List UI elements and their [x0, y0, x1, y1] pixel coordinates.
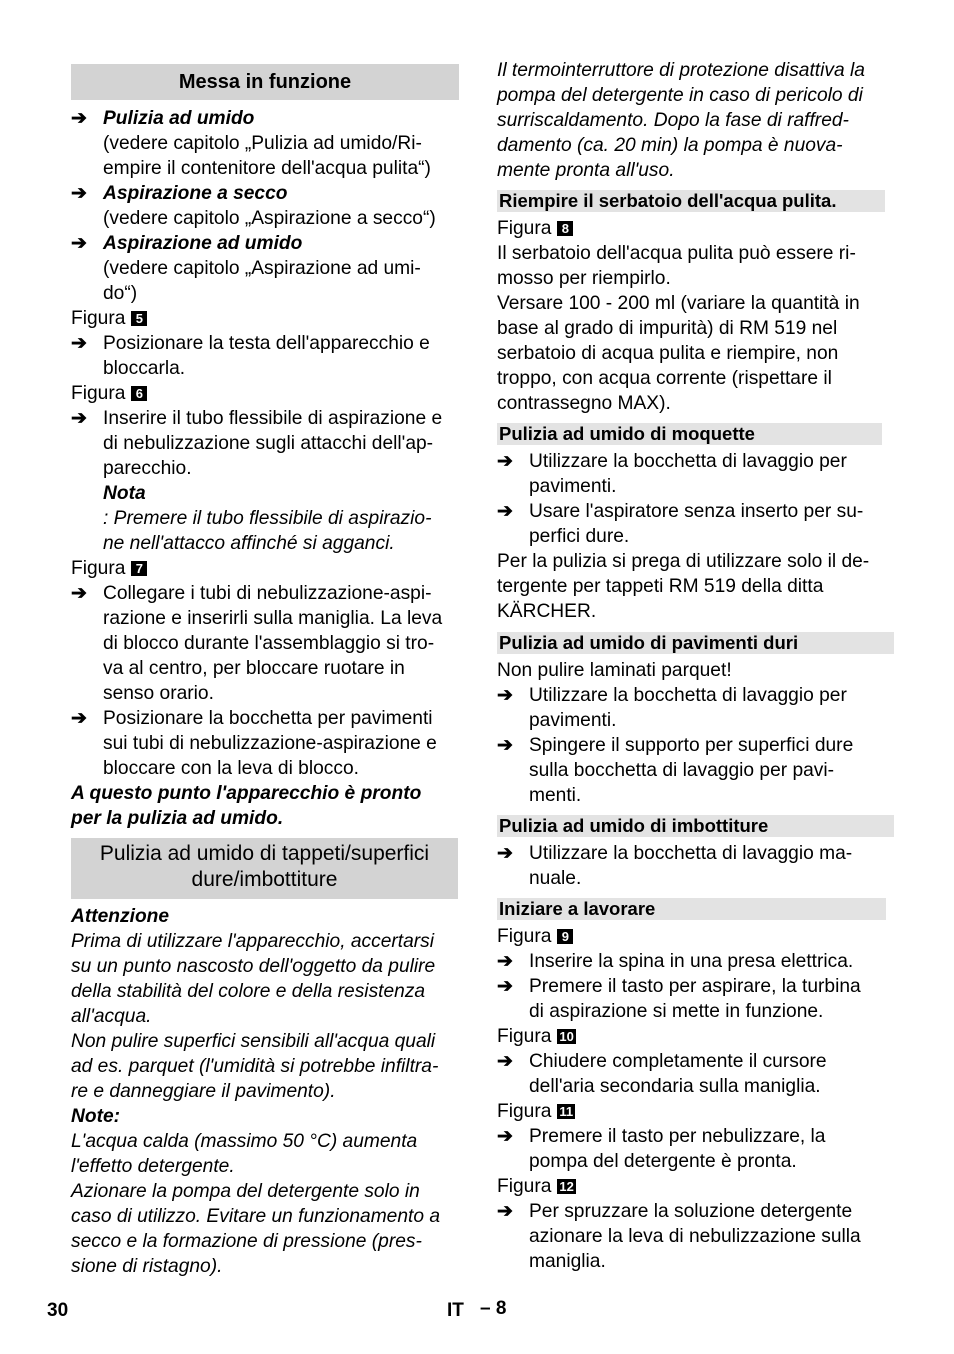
figure-reference	[497, 1024, 576, 1049]
figure-label: Figura	[497, 1026, 552, 1047]
step-line: sui tubi di nebulizzazione-aspirazione e	[103, 733, 437, 754]
note-line: caso di utilizzo. Evitare un funzionamento a	[71, 1206, 441, 1227]
figure-label: Figura	[497, 1176, 552, 1197]
serbatoio-line: base al grado di impurità) di RM 519 nel	[497, 318, 838, 339]
heading-riempire-serbatoio: Riempire il serbatoio dell'acqua pulita.	[497, 190, 885, 212]
arrow-right-icon: ➔	[497, 976, 513, 997]
figure-number-badge: 6	[131, 386, 147, 401]
step-line: Premere il tasto per aspirare, la turbina	[529, 976, 861, 997]
step-line: bloccare con la leva di blocco.	[103, 758, 359, 779]
step-line: nuale.	[529, 868, 582, 889]
arrow-right-icon: ➔	[497, 501, 513, 522]
step-line: pavimenti.	[529, 476, 617, 497]
heading-imbottiture: Pulizia ad umido di imbottiture	[497, 815, 894, 837]
figure-number-badge: 10	[559, 1029, 574, 1044]
arrow-right-icon: ➔	[497, 951, 513, 972]
step-line: Posizionare la testa dell'apparecchio e	[103, 333, 430, 354]
thermo-line: damento (ca. 20 min) la pompa è nuova-	[497, 135, 843, 156]
step-line: Chiudere completamente il cursore	[529, 1051, 827, 1072]
step-line: azionare la leva di nebulizzazione sulla	[529, 1226, 861, 1247]
step-line: senso orario.	[103, 683, 214, 704]
nota-title: Nota	[103, 483, 146, 504]
heading-line: Pulizia ad umido di tappeti/superfici	[99, 842, 430, 865]
figure-label: Figura	[497, 218, 552, 239]
step-line: Posizionare la bocchetta per pavimenti	[103, 708, 433, 729]
heading-pulizia-tappeti	[71, 838, 458, 899]
moquette-line: Per la pulizia si prega di utilizzare solo il de-	[497, 551, 870, 572]
step-line: Utilizzare la bocchetta di lavaggio ma-	[529, 843, 853, 864]
serbatoio-line: troppo, con acqua corrente (rispettare il	[497, 368, 832, 389]
step-line: parecchio.	[103, 458, 192, 479]
step-title: Aspirazione ad umido	[103, 233, 303, 254]
nota-line: : Premere il tubo flessibile di aspirazio-	[103, 508, 432, 529]
arrow-right-icon: ➔	[497, 685, 513, 706]
figure-number-badge: 9	[557, 929, 573, 944]
figure-reference	[497, 1099, 575, 1124]
note-line: Azionare la pompa del detergente solo in	[71, 1181, 420, 1202]
ready-line: per la pulizia ad umido.	[71, 808, 284, 829]
thermo-line: mente pronta all'uso.	[497, 160, 675, 181]
step-line: do“)	[103, 283, 138, 304]
section-page: – 8	[480, 1298, 507, 1319]
arrow-right-icon: ➔	[71, 583, 87, 604]
thermo-line: surriscaldamento. Dopo la fase di raffred-	[497, 110, 849, 131]
attenzione-line: su un punto nascosto dell'oggetto da pulire	[71, 956, 436, 977]
arrow-right-icon: ➔	[71, 408, 87, 429]
step-line: sulla bocchetta di lavaggio per pavi-	[529, 760, 835, 781]
attenzione-line: Non pulire superfici sensibili all'acqua quali	[71, 1031, 436, 1052]
step-line: Inserire il tubo flessibile di aspirazione e	[103, 408, 443, 429]
serbatoio-line: Il serbatoio dell'acqua pulita può essere ri-	[497, 243, 856, 264]
note-line: sione di ristagno).	[71, 1256, 223, 1277]
serbatoio-line: mosso per riempirlo.	[497, 268, 671, 289]
thermo-line: Il termointerruttore di protezione disattiva la	[497, 60, 865, 81]
figure-number-badge: 5	[131, 311, 147, 326]
step-line: empire il contenitore dell'acqua pulita“)	[103, 158, 431, 179]
heading-moquette: Pulizia ad umido di moquette	[497, 423, 882, 445]
heading-messa-in-funzione: Messa in funzione	[71, 64, 459, 100]
figure-reference	[71, 381, 147, 406]
step-line: di aspirazione si mette in funzione.	[529, 1001, 824, 1022]
figure-number-badge: 12	[559, 1179, 574, 1194]
language-code: IT	[447, 1300, 464, 1321]
note-title: Note:	[71, 1106, 121, 1127]
nota-line: ne nell'attacco affinché si agganci.	[103, 533, 395, 554]
step-line: pompa del detergente è pronta.	[529, 1151, 797, 1172]
figure-label: Figura	[497, 1101, 552, 1122]
step-title: Pulizia ad umido	[103, 108, 255, 129]
step-line: Utilizzare la bocchetta di lavaggio per	[529, 685, 847, 706]
pavimenti-text: Non pulire laminati parquet!	[497, 660, 732, 681]
arrow-right-icon: ➔	[71, 333, 87, 354]
attenzione-line: re e danneggiare il pavimento).	[71, 1081, 336, 1102]
arrow-right-icon: ➔	[497, 451, 513, 472]
heading-line: dure/imbottiture	[191, 868, 338, 891]
step-line: (vedere capitolo „Aspirazione ad umi-	[103, 258, 421, 279]
step-line: (vedere capitolo „Aspirazione a secco“)	[103, 208, 436, 229]
step-line: bloccarla.	[103, 358, 186, 379]
note-line: secco e la formazione di pressione (pres-	[71, 1231, 422, 1252]
figure-reference	[497, 1174, 576, 1199]
serbatoio-line: Versare 100 - 200 ml (variare la quantità in	[497, 293, 860, 314]
figure-label: Figura	[71, 308, 126, 329]
step-line: di blocco durante l'assemblaggio si tro-	[103, 633, 435, 654]
figure-label: Figura	[71, 558, 126, 579]
moquette-line: tergente per tappeti RM 519 della ditta	[497, 576, 824, 597]
step-line: va al centro, per bloccare ruotare in	[103, 658, 405, 679]
arrow-right-icon: ➔	[497, 1201, 513, 1222]
attenzione-line: Prima di utilizzare l'apparecchio, accertarsi	[71, 931, 435, 952]
arrow-right-icon: ➔	[71, 183, 87, 204]
arrow-right-icon: ➔	[71, 233, 87, 254]
attenzione-line: ad es. parquet (l'umidità si potrebbe infiltra-	[71, 1056, 439, 1077]
arrow-right-icon: ➔	[71, 708, 87, 729]
step-line: Inserire la spina in una presa elettrica.	[529, 951, 854, 972]
arrow-right-icon: ➔	[497, 1126, 513, 1147]
serbatoio-line: serbatoio di acqua pulita e riempire, non	[497, 343, 839, 364]
step-line: menti.	[529, 785, 582, 806]
note-line: l'effetto detergente.	[71, 1156, 235, 1177]
ready-line: A questo punto l'apparecchio è pronto	[71, 783, 422, 804]
step-line: di nebulizzazione sugli attacchi dell'ap-	[103, 433, 434, 454]
arrow-right-icon: ➔	[497, 735, 513, 756]
step-line: razione e inserirli sulla maniglia. La leva	[103, 608, 443, 629]
serbatoio-line: contrassegno MAX).	[497, 393, 671, 414]
step-line: pavimenti.	[529, 710, 617, 731]
page-number: 30	[47, 1300, 69, 1321]
figure-number-badge: 11	[559, 1104, 574, 1119]
figure-reference	[71, 556, 147, 581]
heading-iniziare-lavorare: Iniziare a lavorare	[497, 898, 886, 920]
attenzione-line: all'acqua.	[71, 1006, 152, 1027]
figure-label: Figura	[497, 926, 552, 947]
step-line: Per spruzzare la soluzione detergente	[529, 1201, 853, 1222]
figure-number-badge: 7	[131, 561, 147, 576]
arrow-right-icon: ➔	[71, 108, 87, 129]
step-line: Premere il tasto per nebulizzare, la	[529, 1126, 826, 1147]
attenzione-line: della stabilità del colore e della resistenza	[71, 981, 426, 1002]
step-line: (vedere capitolo „Pulizia ad umido/Ri-	[103, 133, 422, 154]
note-line: L'acqua calda (massimo 50 °C) aumenta	[71, 1131, 418, 1152]
step-line: dell'aria secondaria sulla maniglia.	[529, 1076, 821, 1097]
moquette-line: KÄRCHER.	[497, 601, 597, 622]
step-line: Utilizzare la bocchetta di lavaggio per	[529, 451, 847, 472]
arrow-right-icon: ➔	[497, 1051, 513, 1072]
figure-reference	[71, 306, 147, 331]
heading-pavimenti-duri: Pulizia ad umido di pavimenti duri	[497, 632, 894, 654]
arrow-right-icon: ➔	[497, 843, 513, 864]
step-line: maniglia.	[529, 1251, 606, 1272]
step-line: perfici dure.	[529, 526, 630, 547]
step-line: Collegare i tubi di nebulizzazione-aspi-	[103, 583, 432, 604]
figure-number-badge: 8	[557, 221, 573, 236]
attenzione-title: Attenzione	[71, 906, 170, 927]
step-line: Usare l'aspiratore senza inserto per su-	[529, 501, 864, 522]
step-line: Spingere il supporto per superfici dure	[529, 735, 854, 756]
figure-reference	[497, 216, 573, 241]
figure-label: Figura	[71, 383, 126, 404]
thermo-line: pompa del detergente in caso di pericolo di	[497, 85, 863, 106]
step-title: Aspirazione a secco	[103, 183, 288, 204]
figure-reference	[497, 924, 573, 949]
